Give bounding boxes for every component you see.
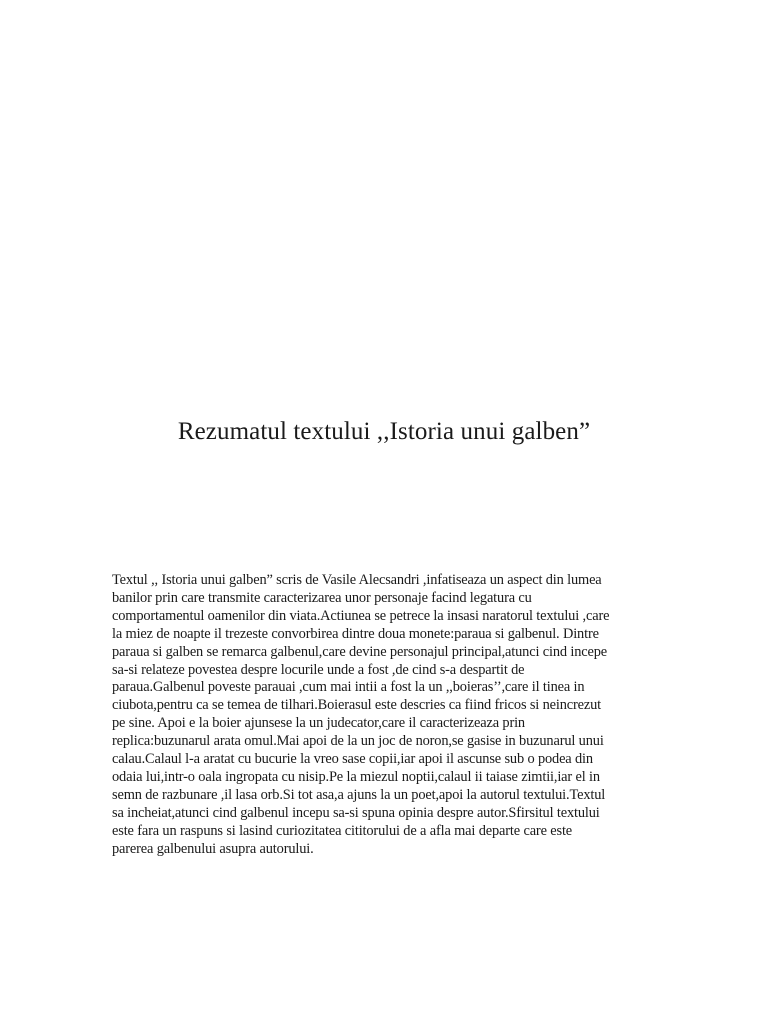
paragraph-line: replica:buzunarul arata omul.Mai apoi de la un joc de noron,se gasise in buzunarul unui — [112, 733, 604, 750]
body-paragraph — [112, 572, 657, 859]
paragraph-line: sa-si relateze povestea despre locurile unde a fost ,de cind s-a despartit de — [112, 661, 525, 678]
paragraph-line: paraua si galben se remarca galbenul,care devine personajul principal,atunci cind incepe — [112, 643, 608, 660]
paragraph-line: ciubota,pentru ca se temea de tilhari.Boierasul este descries ca fiind fricos si neincrezut — [112, 697, 602, 714]
paragraph-line: parerea galbenului asupra autorului. — [112, 840, 314, 857]
paragraph-line: semn de razbunare ,il lasa orb.Si tot asa,a ajuns la un poet,apoi la autorul textului.Textul — [112, 786, 606, 803]
paragraph-line: Textul ,, Istoria unui galben” scris de Vasile Alecsandri ,infatiseaza un aspect din lumea — [112, 572, 602, 588]
paragraph-line: banilor prin care transmite caracterizarea unor personaje facind legatura cu — [112, 589, 532, 606]
paragraph-line: pe sine. Apoi e la boier ajunsese la un judecator,care il caracterizeaza prin — [112, 715, 525, 732]
paragraph-line: calau.Calaul l-a aratat cu bucurie la vreo sase copii,iar apoi il ascunse sub o podea din — [112, 751, 593, 768]
paragraph-line: paraua.Galbenul poveste parauai ,cum mai intii a fost la un ,,boieras’’,care il tinea in — [112, 679, 585, 696]
paragraph-line: odaia lui,intr-o oala ingropata cu nisip.Pe la miezul noptii,calaul ii taiase zimtii,iar el in — [112, 768, 600, 785]
paragraph-line: comportamentul oamenilor din viata.Actiunea se petrece la insasi naratorul textului ,care — [112, 607, 610, 624]
paragraph-line: sa incheiat,atunci cind galbenul incepu sa-si spuna opinia despre autor.Sfirsitul textului — [112, 804, 600, 821]
paragraph-line: la miez de noapte il trezeste convorbirea dintre doua monete:paraua si galbenul. Dintre — [112, 625, 599, 642]
document-title: Rezumatul textului ,,Istoria unui galben” — [177, 418, 591, 445]
paragraph-line: este fara un raspuns si lasind curiozitatea cititorului de a afla mai departe care este — [112, 822, 573, 839]
